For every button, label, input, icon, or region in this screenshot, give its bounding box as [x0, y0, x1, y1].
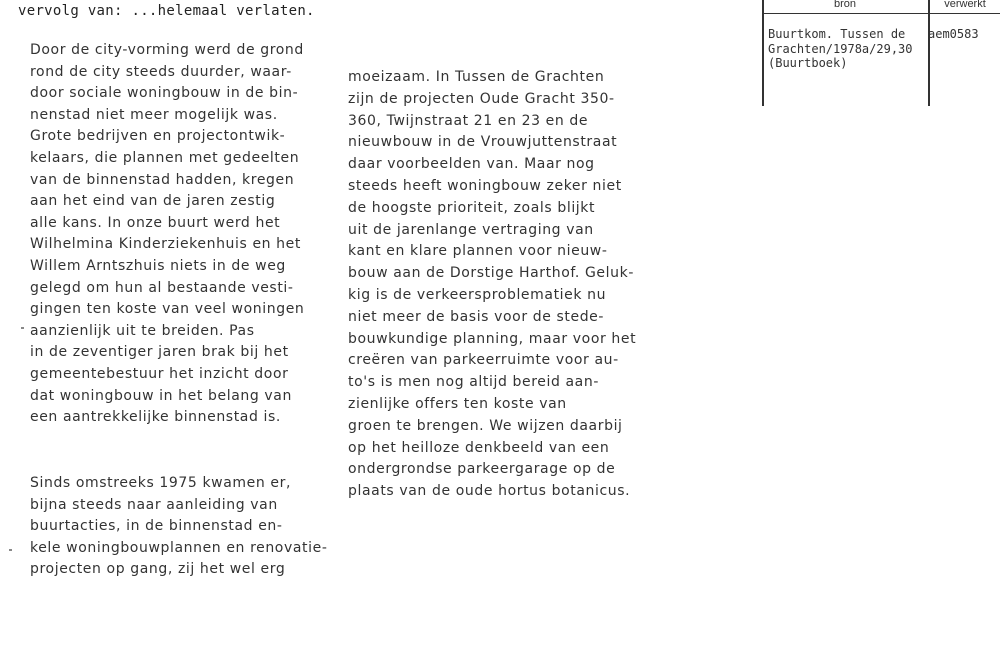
text-line: to's is men nog altijd bereid aan-: [348, 374, 599, 391]
table-divider-left: [762, 0, 764, 106]
text-line: een aantrekkelijke binnenstad is.: [30, 409, 281, 426]
source-line: Buurtkom. Tussen de: [768, 27, 906, 41]
text-line: niet meer de basis voor de stede-: [348, 308, 605, 325]
bron-header: bron: [833, 0, 857, 10]
column-1-paragraph-1: [30, 40, 304, 429]
text-line: door sociale woningbouw in de bin-: [30, 85, 299, 102]
text-line: ondergrondse parkeergarage op de: [348, 461, 616, 478]
text-line: buurtacties, in de binnenstad en-: [30, 518, 283, 535]
verwerkt-header: verwerkt: [944, 0, 986, 10]
text-line: bijna steeds naar aanleiding van: [30, 496, 278, 513]
text-line: aan het eind van de jaren zestig: [30, 193, 276, 210]
text-line: van de binnenstad hadden, kregen: [30, 171, 295, 188]
text-line: gelegd om hun al bestaande vesti-: [30, 279, 294, 296]
text-line: daar voorbeelden van. Maar nog: [348, 156, 595, 173]
text-line: plaats van de oude hortus botanicus.: [348, 483, 631, 500]
text-line: zijn de projecten Oude Gracht 350-: [348, 90, 615, 107]
source-cell: [768, 27, 913, 71]
source-line: Grachten/1978a/29,30: [768, 41, 913, 56]
text-line: bouwkundige planning, maar voor het: [348, 330, 637, 347]
text-line: uit de jarenlange vertraging van: [348, 221, 594, 238]
text-line: op het heilloze denkbeeld van een: [348, 439, 610, 456]
text-line: Wilhelmina Kinderziekenhuis en het: [30, 236, 301, 253]
text-line: aanzienlijk uit te breiden. Pas: [30, 322, 255, 339]
text-line: gingen ten koste van veel woningen: [30, 301, 305, 318]
source-line: (Buurtboek): [768, 56, 848, 70]
text-line: projecten op gang, zij het wel erg: [30, 561, 286, 578]
text-line: nenstad niet meer mogelijk was.: [30, 106, 278, 123]
text-line: bouw aan de Dorstige Harthof. Geluk-: [348, 265, 634, 282]
text-line: kele woningbouwplannen en renovatie-: [30, 539, 328, 556]
text-line: kig is de verkeersproblematiek nu: [348, 286, 607, 303]
text-line: zienlijke offers ten koste van: [348, 395, 567, 412]
scan-speck: [21, 327, 24, 329]
text-line: steeds heeft woningbouw zeker niet: [348, 177, 622, 194]
text-line: Grote bedrijven en projectontwik-: [30, 128, 286, 145]
text-line: 360, Twijnstraat 21 en 23 en de: [348, 112, 589, 129]
text-line: moeizaam. In Tussen de Grachten: [348, 69, 605, 85]
text-line: kelaars, die plannen met gedeelten: [30, 149, 300, 166]
text-line: creëren van parkeerruimte voor au-: [348, 352, 619, 369]
text-line: alle kans. In onze buurt werd het: [30, 214, 281, 231]
text-line: dat woningbouw in het belang van: [30, 387, 292, 404]
column-2: [348, 67, 636, 503]
table-divider-middle: [928, 0, 930, 106]
text-line: Sinds omstreeks 1975 kwamen er,: [30, 475, 292, 491]
text-line: groen te brengen. We wijzen daarbij: [348, 417, 623, 434]
verwerkt-code: aem0583: [928, 27, 979, 41]
text-line: rond de city steeds duurder, waar-: [30, 63, 292, 80]
text-line: nieuwbouw in de Vrouwjuttenstraat: [348, 134, 618, 151]
text-line: de hoogste prioriteit, zoals blijkt: [348, 199, 596, 216]
continuation-header: vervolg van: ...helemaal verlaten.: [18, 3, 315, 19]
text-line: Door de city-vorming werd de grond: [30, 42, 304, 58]
text-line: gemeentebestuur het inzicht door: [30, 365, 289, 382]
reference-table: [762, 0, 1000, 106]
text-line: in de zeventiger jaren brak bij het: [30, 344, 289, 361]
column-1-paragraph-2: [30, 473, 327, 581]
scan-speck: [9, 549, 12, 551]
text-line: Willem Arntszhuis niets in de weg: [30, 257, 286, 274]
text-line: kant en klare plannen voor nieuw-: [348, 243, 608, 260]
